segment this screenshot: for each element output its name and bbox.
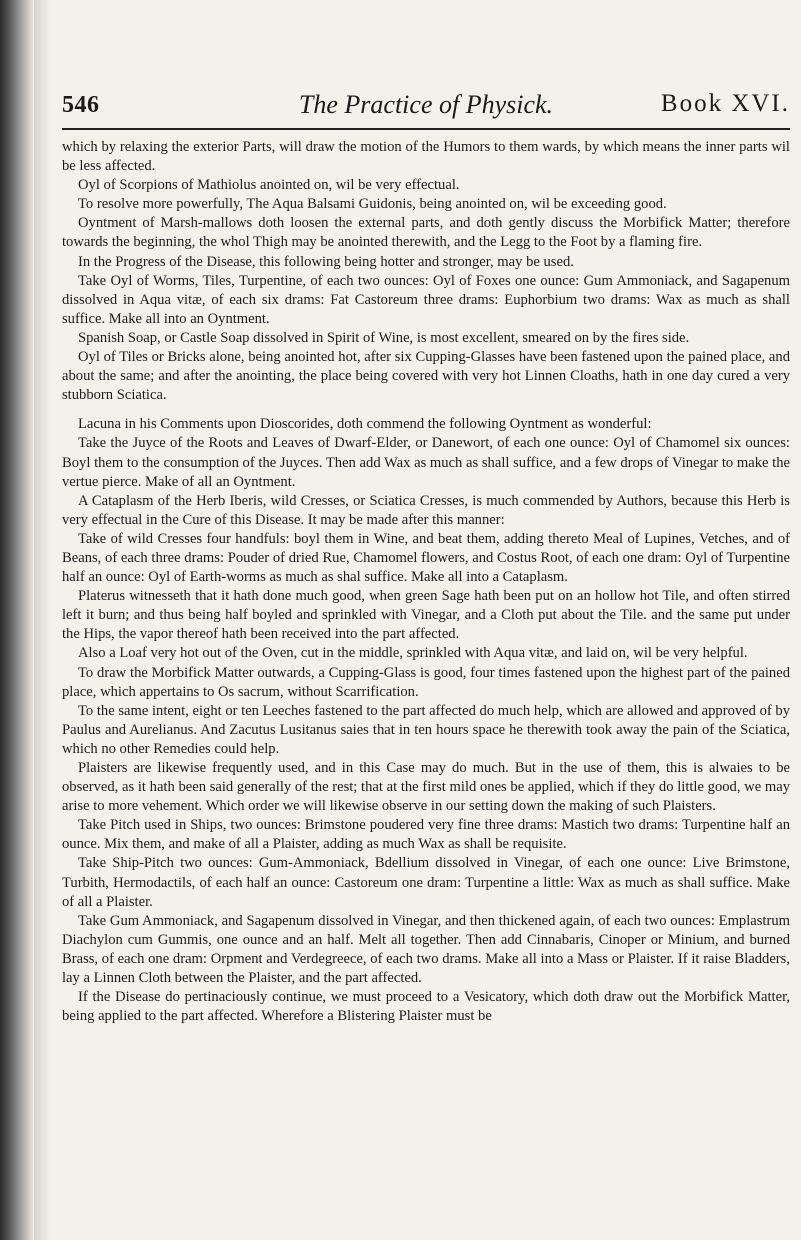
page-header bbox=[62, 88, 790, 130]
body-text bbox=[62, 138, 790, 1026]
paragraph-4: Oyntment of Marsh-mallows doth loosen the external parts, and doth gently discuss the Morbifick Matter; therefore towards the beginning, the whol Thigh may be anointed therewith, and the Legg to the Foot by a flaming fire. bbox=[62, 215, 790, 251]
paragraph-16: To the same intent, eight or ten Leeches fastened to the part affected do much help, which are allowed and approved of by Paulus and Aurelianus. And Zacutus Lusitanus saies that in ten hours space he therewith took away the pain of the Sciatica, which no other Remedies could help. bbox=[62, 702, 790, 757]
paragraph-12: Take of wild Cresses four handfuls: boyl them in Wine, and beat them, adding thereto Meal of Lupines, Vetches, and of Beans, of each three drams: Pouder of dried Rue, Chamomel flowers, and Costus Root, of each one dram: Oyl of Turpentine half an ounce: Oyl of Earth-worms as much as shal suffice. Make all into a Cataplasm. bbox=[62, 530, 790, 586]
paragraph-21: If the Disease do pertinaciously continue, we must proceed to a Vesicatory, which doth draw out the Morbifick Matter, being applied to the part affected. Wherefore a Blistering Plaister must be bbox=[62, 989, 790, 1025]
paragraph-15: To draw the Morbifick Matter outwards, a Cupping-Glass is good, four times fastened upon the highest part of the pained place, which appertains to Os sacrum, without Scarrification. bbox=[62, 664, 790, 700]
paragraph-18: Take Pitch used in Ships, two ounces: Brimstone poudered very fine three drams: Mastich two drams: Turpentine half an ounce. Mix them, and make of all a Plaister, adding as much Wax as shall be requisite. bbox=[62, 817, 790, 853]
book-label: Book XVI. bbox=[660, 90, 790, 117]
paragraph-19: Take Ship-Pitch two ounces: Gum-Ammoniack, Bdellium dissolved in Vinegar, of each one ounce: Live Brimstone, Turbith, Hermodactils, of each half an ounce: Castoreum one dram: Turpentine a little: Wax as much as shall suffice. Make of all a Plaister. bbox=[62, 855, 790, 910]
paragraph-20: Take Gum Ammoniack, and Sagapenum dissolved in Vinegar, and then thickened again, of each two ounces: Emplastrum Diachylon cum Gummis, one ounce and an half. Melt all together. Then add Cinnabaris, Cinoper or Minium, and burned Brass, of each one dram: Orpment and Verdegreece, of each two drams. Make all into a Mass or Plaister. If it raise Bladders, lay a Linnen Cloth between the Plaister, and the part affected. bbox=[62, 912, 790, 987]
paragraph-8: Oyl of Tiles or Bricks alone, being anointed hot, after six Cupping-Glasses have been fastened upon the pained place, and about the same; and after the anointing, the place being covered with very hot Linnen Cloaths, hath in one day cured a very stubborn Sciatica. bbox=[62, 349, 790, 404]
paragraph-2: Oyl of Scorpions of Mathiolus anointed on, wil be very effectual. bbox=[78, 177, 460, 194]
page-number: 546 bbox=[62, 92, 100, 118]
paragraph-11: A Cataplasm of the Herb Iberis, wild Cresses, or Sciatica Cresses, is much commended by Authors, because this Herb is very effectual in the Cure of this Disease. It may be made after this manner: bbox=[62, 492, 790, 528]
paragraph-9: Lacuna in his Comments upon Dioscorides, doth commend the following Oyntment as wonderful: bbox=[78, 416, 652, 433]
paragraph-7: Spanish Soap, or Castle Soap dissolved in Spirit of Wine, is most excellent, smeared on by the fires side. bbox=[78, 329, 690, 346]
book-page bbox=[62, 88, 790, 1228]
paragraph-14: Also a Loaf very hot out of the Oven, cut in the middle, sprinkled with Aqua vitæ, and laid on, wil be very helpful. bbox=[78, 645, 748, 662]
paragraph-17: Plaisters are likewise frequently used, and in this Case may do much. But in the use of them, this is alwaies to be observed, as it hath been said generally of the rest; that at the first mild ones be applied, which if they do little good, we may arise to more vehement. Which order we will likewise observe in our setting down the making of such Plaisters. bbox=[62, 760, 790, 815]
paragraph-6: Take Oyl of Worms, Tiles, Turpentine, of each two ounces: Oyl of Foxes one ounce: Gum Ammoniack, and Sagapenum dissolved in Aqua vitæ, of each six drams: Fat Castoreum three drams: Euphorbium two drams: Wax as much as shall suffice. Make all into an Oyntment. bbox=[62, 272, 790, 327]
running-title: The Practice of Physick. bbox=[298, 90, 554, 119]
paragraph-1: which by relaxing the exterior Parts, will draw the motion of the Humors to them wards, by which means the inner parts wil be less affected. bbox=[62, 139, 790, 175]
paragraph-3: To resolve more powerfully, The Aqua Balsami Guidonis, being anointed on, wil be exceeding good. bbox=[78, 196, 667, 213]
paragraph-10: Take the Juyce of the Roots and Leaves of Dwarf-Elder, or Danewort, of each one ounce: Oyl of Chamomel six ounces: Boyl them to the consumption of the Juyces. Then add Wax as much as shall suffice, and a few drops of Vinegar to make the vertue pierce. Make of all an Oyntment. bbox=[62, 435, 790, 490]
paragraph-13: Platerus witnesseth that it hath done much good, when green Sage hath been put on an hollow hot Tile, and often stirred left it burn; and thus being half boyled and sprinkled with Vinegar, and a Cloth put about the Tile. and the same put under the Hips, the vapor thereof hath been received into the part affected. bbox=[62, 588, 790, 643]
gutter-shadow bbox=[34, 0, 52, 1240]
paragraph-5: In the Progress of the Disease, this following being hotter and stronger, may be used. bbox=[78, 253, 574, 270]
book-spine-shadow bbox=[0, 0, 34, 1240]
